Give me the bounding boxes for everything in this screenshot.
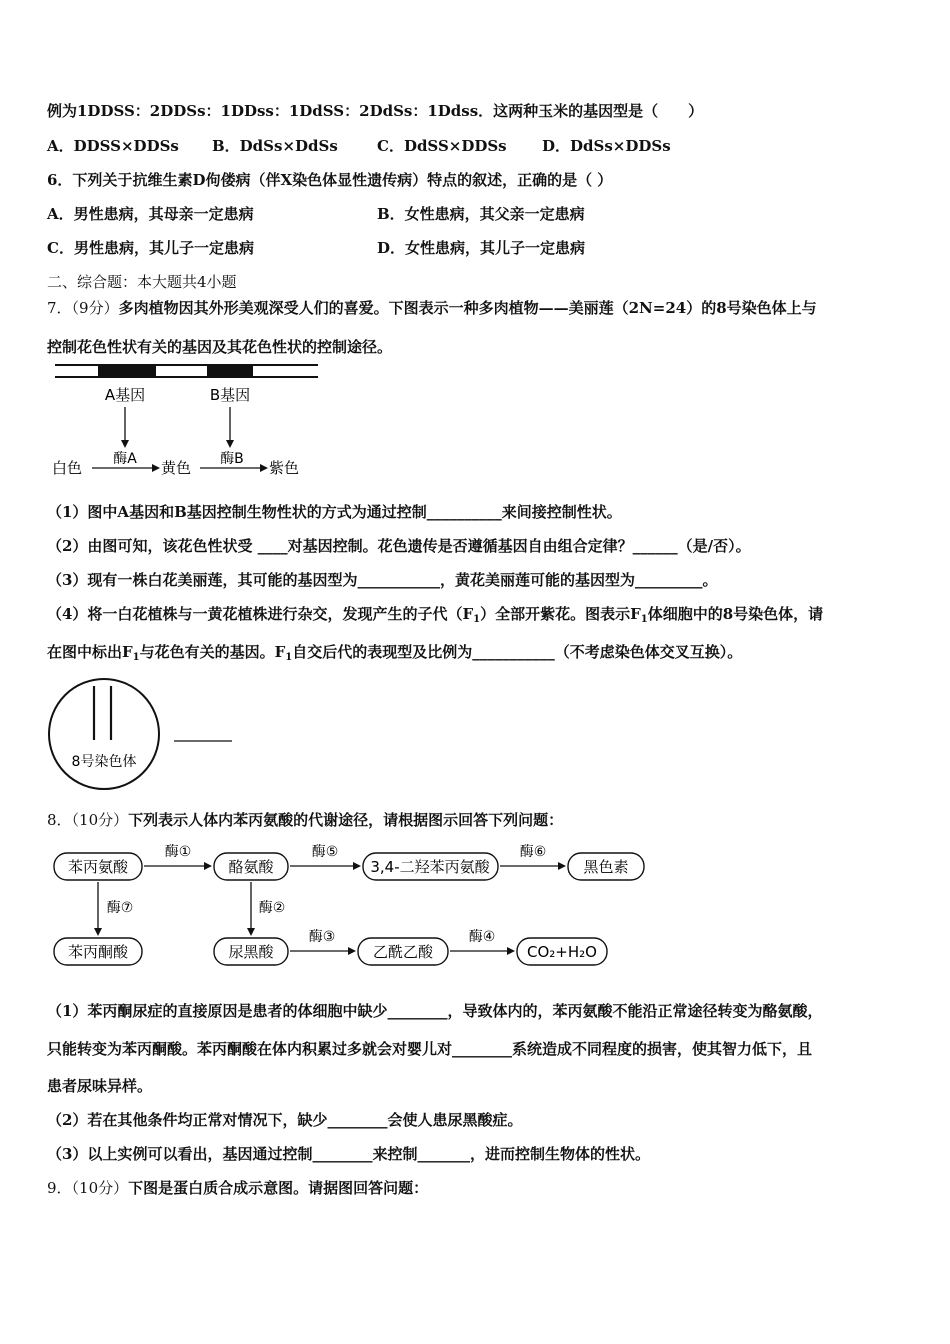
q8-stem-text: 下列表示人体内苯丙氨酸的代谢途径，请根据图示回答下列问题： bbox=[128, 811, 564, 829]
yellow-label: 黄色 bbox=[161, 459, 192, 477]
q5-stem-tail: 例为1DDSS：2DDSs：1DDss：1DdSS：2DdSs：1Ddss．这两种玉米的基因型是（ ） bbox=[47, 102, 704, 120]
box-tyrosine: 酪氨酸 bbox=[228, 858, 274, 876]
q8-sub2: （2）若在其他条件均正常对情况下，缺少________会使人患尿黑酸症。 bbox=[47, 1111, 523, 1129]
q7-number: 7． bbox=[47, 299, 72, 317]
box-melanin: 黑色素 bbox=[583, 858, 629, 876]
enzyme-6-label: 酶⑥ bbox=[519, 844, 547, 860]
q6-option-c: C．男性患病，其儿子一定患病 bbox=[47, 239, 254, 257]
q7-sub2: （2）由图可知，该花色性状受 ____对基因控制。花色遗传是否遵循基因自由组合定律？______（是/否）。 bbox=[47, 537, 751, 555]
purple-label: 紫色 bbox=[269, 459, 300, 477]
q6-option-b: B．女性患病，其父亲一定患病 bbox=[377, 205, 585, 223]
cell-label: 8号染色体 bbox=[71, 754, 137, 770]
q7-sub4-line1: （4）将一白花植株与一黄花植株进行杂交，发现产生的子代$(F_1)$全部开紫花。图表示$F_1$体细胞中的8号染色体，请 bbox=[47, 605, 824, 625]
q9-stem bbox=[47, 1177, 428, 1199]
q7-sub1: （1）图中A基因和B基因控制生物性状的方式为通过控制__________来间接控制性状。 bbox=[47, 503, 622, 521]
box-co2-h2o: CO₂+H₂O bbox=[527, 943, 597, 961]
q8-stem bbox=[47, 809, 563, 831]
q7-sub3: （3）现有一株白花美丽莲，其可能的基因型为___________，黄花美丽莲可能的基因型为_________。 bbox=[47, 571, 718, 589]
enzyme-3-label: 酶③ bbox=[308, 929, 336, 945]
q8-score: （10分） bbox=[71, 811, 129, 829]
q5-option-a: A．DDSS×DDSs bbox=[47, 137, 179, 155]
q9-number: 9． bbox=[47, 1179, 72, 1197]
q8-sub1-line3: 患者尿味异样。 bbox=[47, 1077, 153, 1095]
gene-b-label: B基因 bbox=[209, 386, 251, 404]
q8-sub1-line2: 只能转变为苯丙酮酸。苯丙酮酸在体内积累过多就会对婴儿对________系统造成不同程度的损害，使其智力低下，且 bbox=[47, 1040, 813, 1058]
q6-stem: 6．下列关于抗维生素D佝偻病（伴X染色体显性遗传病）特点的叙述，正确的是（ ） bbox=[47, 171, 613, 189]
gene-pathway-diagram bbox=[50, 362, 320, 482]
enzyme-1-label: 酶① bbox=[164, 844, 192, 860]
chromosome-bar bbox=[55, 365, 318, 377]
q9-score: （10分） bbox=[71, 1179, 129, 1197]
q9-stem-text: 下图是蛋白质合成示意图。请据图回答问题： bbox=[128, 1179, 429, 1197]
box-acetoacetate: 乙酰乙酸 bbox=[372, 943, 434, 961]
enzyme-7-label: 酶⑦ bbox=[106, 900, 134, 916]
enzyme-4-label: 酶④ bbox=[468, 929, 496, 945]
q5-option-c: C．DdSS×DDSs bbox=[377, 137, 507, 155]
q5-option-d: D．DdSs×DDSs bbox=[542, 137, 671, 155]
chromosome-cell-diagram bbox=[44, 678, 244, 790]
enzyme-2-label: 酶② bbox=[258, 900, 286, 916]
enzyme-a-label: 酶A bbox=[113, 451, 137, 467]
gene-a-label: A基因 bbox=[104, 386, 146, 404]
enzyme-b-label: 酶B bbox=[220, 451, 244, 467]
q5-option-b: B．DdSs×DdSs bbox=[212, 137, 338, 155]
enzyme-5-label: 酶⑤ bbox=[311, 844, 339, 860]
q7-score: （9分） bbox=[71, 299, 119, 317]
q8-sub3: （3）以上实例可以看出，基因通过控制________来控制_______，进而控制生物体的性状。 bbox=[47, 1145, 650, 1163]
q7-stem1: 多肉植物因其外形美观深受人们的喜爱。下图表示一种多肉植物——美丽莲（2N=24）的8号染色体上与 bbox=[118, 299, 817, 317]
q6-option-a: A．男性患病，其母亲一定患病 bbox=[47, 205, 254, 223]
metabolism-pathway-diagram bbox=[50, 840, 650, 970]
box-homogentisate: 尿黑酸 bbox=[228, 943, 274, 961]
cell-circle bbox=[49, 679, 159, 789]
q8-sub1-line1: （1）苯丙酮尿症的直接原因是患者的体细胞中缺少________，导致体内的，苯丙氨酸不能沿正常途径转变为酪氨酸， bbox=[47, 1002, 823, 1020]
q7-sub4-line2: 在图中标出$F_1$与花色有关的基因。$F_1$自交后代的表现型及比例为___________（不考虑染色体交叉互换）。 bbox=[47, 643, 743, 663]
box-phenylpyruvate: 苯丙酮酸 bbox=[67, 943, 129, 961]
q8-number: 8． bbox=[47, 811, 72, 829]
q7-stem-line2: 控制花色性状有关的基因及其花色性状的控制途径。 bbox=[47, 338, 393, 356]
box-dopa: 3,4-二羟苯丙氨酸 bbox=[370, 858, 490, 876]
box-phenylalanine: 苯丙氨酸 bbox=[67, 858, 129, 876]
white-label: 白色 bbox=[52, 459, 83, 477]
q7-stem-line1 bbox=[47, 297, 817, 319]
section-heading: 二、综合题：本大题共4小题 bbox=[47, 273, 237, 291]
q6-option-d: D．女性患病，其儿子一定患病 bbox=[377, 239, 586, 257]
